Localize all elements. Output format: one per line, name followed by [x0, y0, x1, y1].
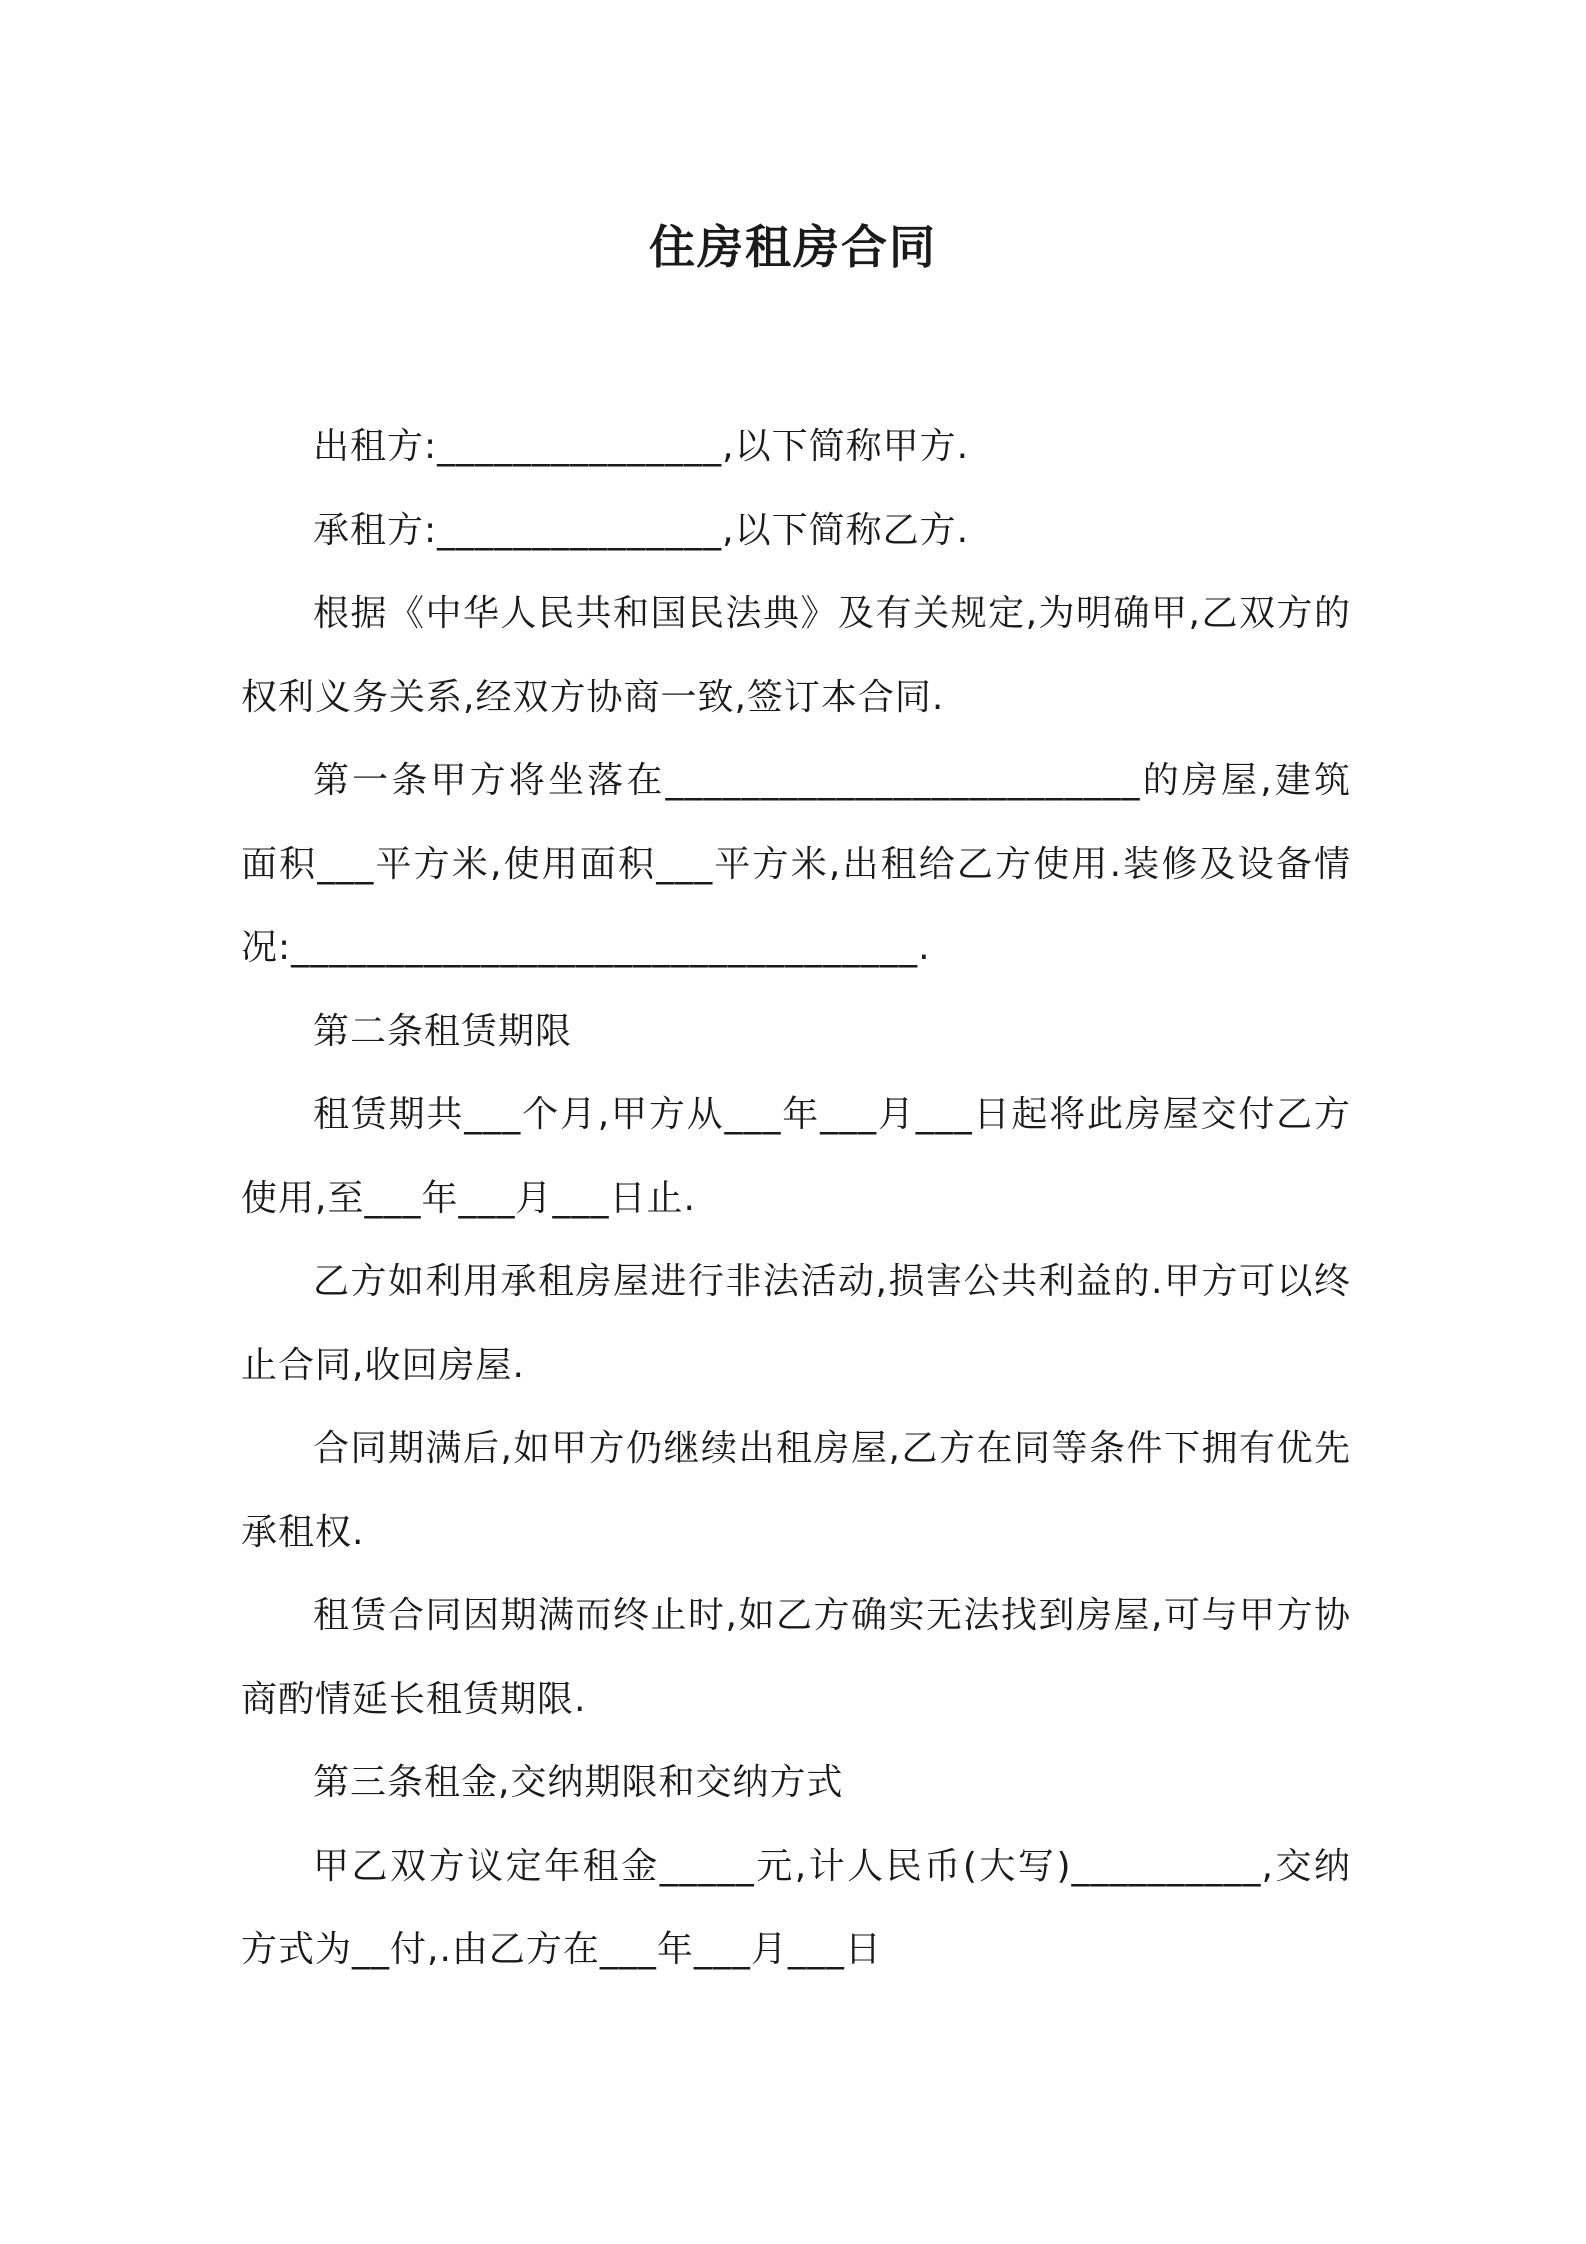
paragraph-preamble: 根据《中华人民共和国民法典》及有关规定,为明确甲,乙双方的权利义务关系,经双方协商一致,签订本合同.	[241, 593, 1351, 718]
heading-article-3: 第三条租金,交纳期限和交纳方式	[313, 1762, 844, 1803]
paragraph-extension: 租赁合同因期满而终止时,如乙方确实无法找到房屋,可与甲方协商酌情延长租赁期限.	[241, 1595, 1351, 1720]
heading-article-2: 第二条租赁期限	[313, 1010, 573, 1052]
paragraph-rent: 甲乙双方议定年租金_____元,计人民币(大写)__________,交纳方式为__付,.由乙方在___年___月___日	[241, 1845, 1351, 1970]
paragraph-lease-term: 租赁期共___个月,甲方从___年___月___日起将此房屋交付乙方使用,至___年___月___日止.	[241, 1094, 1351, 1219]
document-title: 住房租房合同	[649, 220, 937, 274]
paragraph-lessee: 承租方:_______________,以下简称乙方.	[313, 509, 970, 551]
paragraph-lessor: 出租方:_______________,以下简称甲方.	[313, 426, 970, 467]
paragraph-illegal-use: 乙方如利用承租房屋进行非法活动,损害公共利益的.甲方可以终止合同,收回房屋.	[241, 1261, 1351, 1386]
paragraph-renewal-priority: 合同期满后,如甲方仍继续出租房屋,乙方在同等条件下拥有优先承租权.	[241, 1428, 1351, 1553]
paragraph-article-1: 第一条甲方将坐落在_________________________的房屋,建筑面积___平方米,使用面积___平方米,出租给乙方使用.装修及设备情况:_________________________________.	[241, 760, 1351, 968]
document-body	[241, 405, 1351, 1992]
